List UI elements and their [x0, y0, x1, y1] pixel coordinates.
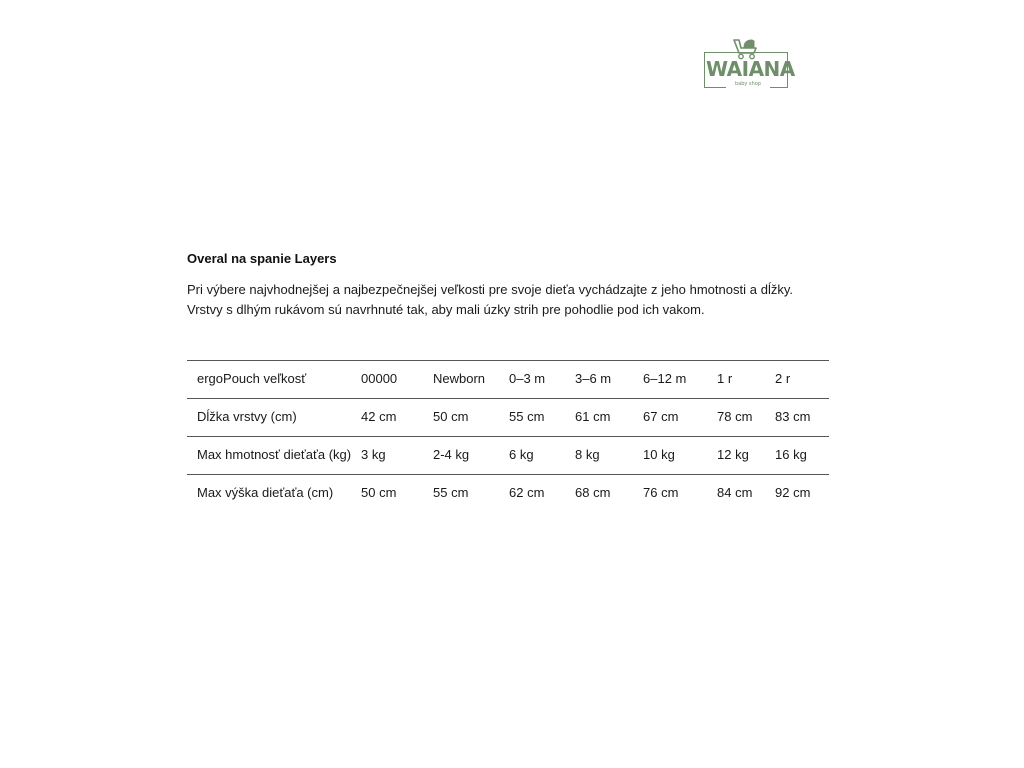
table-cell: 76 cm: [643, 475, 717, 513]
table-cell: 12 kg: [717, 437, 775, 475]
table-cell: 55 cm: [509, 399, 575, 437]
brand-logo: [704, 36, 795, 92]
row-label: Max výška dieťaťa (cm): [187, 475, 361, 513]
table-cell: 83 cm: [775, 399, 829, 437]
logo-subtitle: baby shop: [726, 81, 770, 88]
table-cell: 55 cm: [433, 475, 509, 513]
table-cell: 1 r: [717, 361, 775, 399]
row-label: Dĺžka vrstvy (cm): [187, 399, 361, 437]
table-cell: Newborn: [433, 361, 509, 399]
table-cell: 68 cm: [575, 475, 643, 513]
table-cell: 3 kg: [361, 437, 433, 475]
table-cell: 3–6 m: [575, 361, 643, 399]
table-cell: 50 cm: [361, 475, 433, 513]
table-cell: 00000: [361, 361, 433, 399]
table-cell: 78 cm: [717, 399, 775, 437]
row-label: ergoPouch veľkosť: [187, 361, 361, 399]
table-cell: 10 kg: [643, 437, 717, 475]
table-row: [187, 475, 829, 513]
table-cell: 92 cm: [775, 475, 829, 513]
table-cell: 6–12 m: [643, 361, 717, 399]
table-cell: 2 r: [775, 361, 829, 399]
table-cell: 0–3 m: [509, 361, 575, 399]
table-cell: 84 cm: [717, 475, 775, 513]
table-cell: 62 cm: [509, 475, 575, 513]
document-title: Overal na spanie Layers: [187, 251, 337, 266]
row-label: Max hmotnosť dieťaťa (kg): [187, 437, 361, 475]
table-cell: 16 kg: [775, 437, 829, 475]
table-cell: 67 cm: [643, 399, 717, 437]
table-cell: 2-4 kg: [433, 437, 509, 475]
table-cell: 61 cm: [575, 399, 643, 437]
size-table: [187, 360, 829, 512]
table-row: [187, 437, 829, 475]
table-cell: 6 kg: [509, 437, 575, 475]
intro-paragraph: Pri výbere najvhodnejšej a najbezpečnejšej veľkosti pre svoje dieťa vychádzajte z jeho hmotnosti a dĺžky. Vrstvy s dlhým rukávom sú navrhnuté tak, aby mali úzky strih pre pohodlie pod ich vakom.: [187, 282, 793, 317]
table-row: [187, 361, 829, 399]
table-cell: 8 kg: [575, 437, 643, 475]
table-cell: 50 cm: [433, 399, 509, 437]
table-cell: 42 cm: [361, 399, 433, 437]
table-row: [187, 399, 829, 437]
logo-brand-text: WAIANA: [706, 57, 795, 81]
